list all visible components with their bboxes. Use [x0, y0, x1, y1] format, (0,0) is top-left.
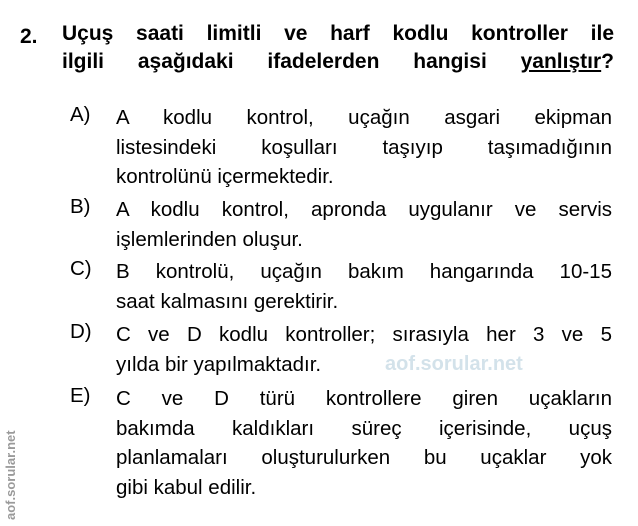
option-line: B kontrolü, uçağın bakım hangarında 10-15: [116, 260, 612, 283]
option-line: C ve D kodlu kontroller; sırasıyla her 3 ve 5: [116, 323, 612, 346]
option-line: gibi kabul edilir.: [116, 475, 257, 499]
option-line: listesindeki koşulları taşıyıp taşımadığının: [116, 135, 612, 159]
question-number: 2.: [20, 25, 38, 48]
option-line: A kodlu kontrol, apronda uygulanır ve servis: [116, 198, 612, 221]
option-line: işlemlerinden oluşur.: [116, 227, 303, 251]
option-letter: E): [70, 384, 91, 407]
option-letter: D): [70, 320, 92, 343]
option-line: saat kalmasını gerektirir.: [116, 289, 339, 313]
option-line: A kodlu kontrol, uçağın asgari ekipman: [116, 106, 612, 129]
option-line: planlamaları oluşturulurken bu uçaklar yok: [116, 446, 612, 469]
question-line-2: [62, 48, 614, 76]
watermark-side: aof.sorular.net: [3, 430, 18, 520]
option-line: kontrolünü içermektedir.: [116, 165, 334, 188]
option-letter: B): [70, 195, 91, 218]
question-mark: ?: [601, 50, 614, 73]
question-line-1: Uçuş saati limitli ve harf kodlu kontroller ile: [62, 22, 614, 45]
option-letter: C): [70, 257, 92, 280]
option-line: bakımda kaldıkları süreç içerisinde, uçuş: [116, 416, 612, 440]
emphasized-word: yanlıştır: [520, 50, 602, 73]
question-text-part: ilgili aşağıdaki ifadelerden hangisi: [62, 50, 521, 73]
option-line: C ve D türü kontrollere giren uçakların: [116, 387, 612, 410]
watermark-center: aof.sorular.net: [385, 353, 523, 375]
option-letter: A): [70, 103, 91, 126]
question-text: [62, 20, 614, 76]
option-line: yılda bir yapılmaktadır.: [116, 352, 322, 376]
